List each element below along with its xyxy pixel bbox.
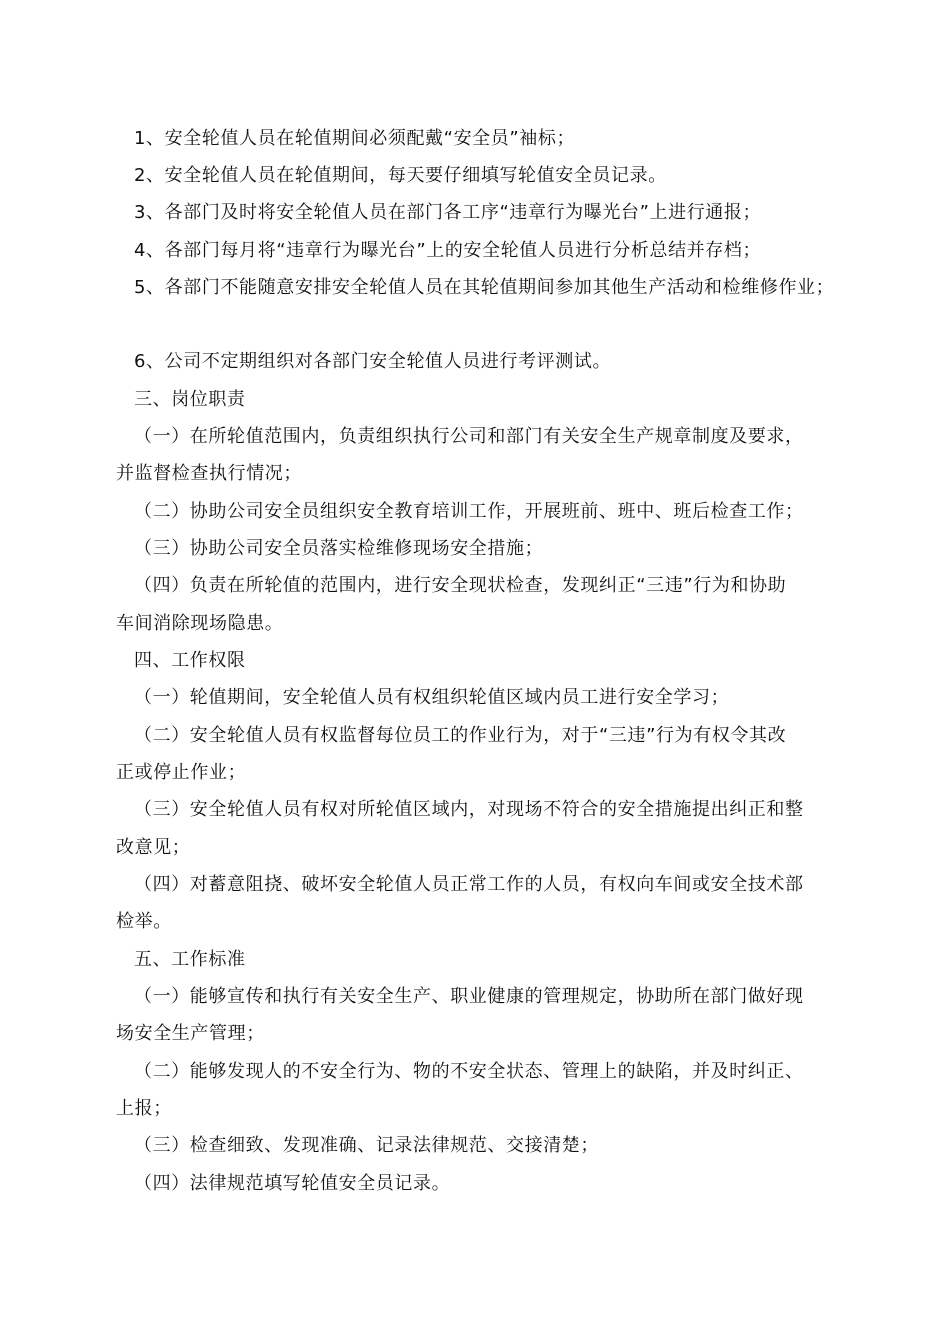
standard-item-1-cont: 场安全生产管理； [116,1023,265,1044]
authority-item-2-cont: 正或停止作业； [116,762,247,783]
duty-item-1: （一）在所轮值范围内，负责组织执行公司和部门有关安全生产规章制度及要求， [134,426,804,447]
standard-item-1: （一）能够宣传和执行有关安全生产、职业健康的管理规定，协助所在部门做好现 [134,986,804,1007]
section-heading-standards: 五、工作标准 [134,949,246,970]
authority-item-2: （二）安全轮值人员有权监督每位员工的作业行为，对于“三违”行为有权令其改 [134,725,787,746]
authority-item-1: （一）轮值期间，安全轮值人员有权组织轮值区域内员工进行安全学习； [134,687,730,708]
rule-item-4: 4、各部门每月将“违章行为曝光台”上的安全轮值人员进行分析总结并存档； [134,240,762,261]
standard-item-2-cont: 上报； [116,1098,172,1119]
rule-item-1: 1、安全轮值人员在轮值期间必须配戴“安全员”袖标； [134,128,576,149]
duty-item-3: （三）协助公司安全员落实检维修现场安全措施； [134,538,544,559]
duty-item-1-cont: 并监督检查执行情况； [116,463,302,484]
section-heading-authority: 四、工作权限 [134,650,246,671]
rule-item-5: 5、各部门不能随意安排安全轮值人员在其轮值期间参加其他生产活动和检维修作业； [134,277,835,298]
standard-item-3: （三）检查细致、发现准确、记录法律规范、交接清楚； [134,1135,599,1156]
section-heading-duties: 三、岗位职责 [134,389,246,410]
duty-item-4: （四）负责在所轮值的范围内，进行安全现状检查，发现纠正“三违”行为和协助 [134,575,787,596]
rule-item-2: 2、安全轮值人员在轮值期间，每天要仔细填写轮值安全员记录。 [134,165,667,186]
duty-item-2: （二）协助公司安全员组织安全教育培训工作，开展班前、班中、班后检查工作； [134,501,804,522]
authority-item-3-cont: 改意见； [116,837,191,858]
standard-item-2: （二）能够发现人的不安全行为、物的不安全状态、管理上的缺陷，并及时纠正、 [134,1061,804,1082]
standard-item-4: （四）法律规范填写轮值安全员记录。 [134,1173,451,1194]
duty-item-4-cont: 车间消除现场隐患。 [116,613,284,634]
authority-item-3: （三）安全轮值人员有权对所轮值区域内，对现场不符合的安全措施提出纠正和整 [134,799,804,820]
authority-item-4: （四）对蓄意阻挠、破坏安全轮值人员正常工作的人员，有权向车间或安全技术部 [134,874,804,895]
rule-item-3: 3、各部门及时将安全轮值人员在部门各工序“违章行为曝光台”上进行通报； [134,202,762,223]
authority-item-4-cont: 检举。 [116,911,172,932]
rule-item-6: 6、公司不定期组织对各部门安全轮值人员进行考评测试。 [134,351,612,372]
